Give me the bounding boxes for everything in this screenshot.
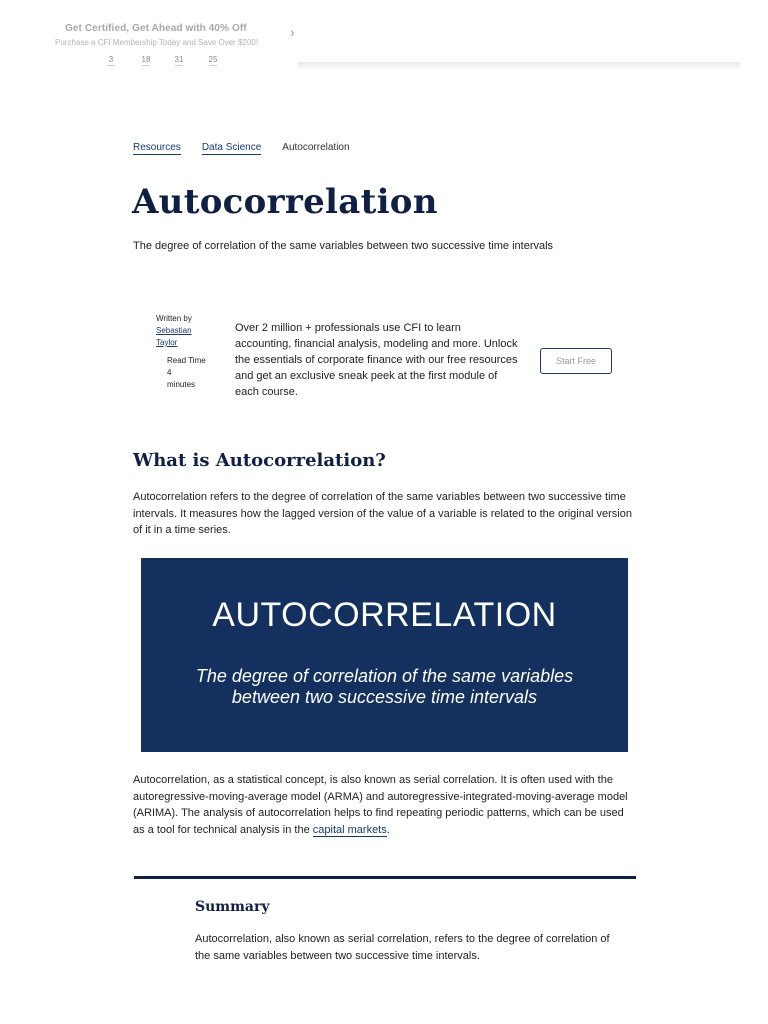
section-title: What is Autocorrelation? [133,450,386,471]
author-link[interactable]: Sebastian Taylor [156,326,192,347]
read-time [167,355,207,391]
header-shadow [298,62,740,70]
intro-paragraph: Autocorrelation refers to the degree of correlation of the same variables between two successive time intervals. It measures how the lagged version of the value of a variable is related to the original version of it in a time series. [133,491,632,536]
body-paragraph-text: Autocorrelation, as a statistical concept, is also known as serial correlation. It is often used with the autoregressive-moving-average model (ARMA) and autoregressive-integrated-moving-average model (ARIMA). The analysis of autocorrelation helps to find repeating periodic patterns, which can be used as a tool for technical analysis in the [133,774,628,836]
countdown-timer [0,55,298,69]
summary-text: Autocorrelation, also known as serial correlation, refers to the degree of correlation of the same variables between two successive time intervals. [195,933,610,962]
cta-text: Over 2 million + professionals use CFI to learn accounting, financial analysis, modeling and more. Unlock the essentials of corporate finance with our free resources and get an exclusive sneak peek at the first module of each course. [235,322,518,398]
promo-subtitle: Purchase a CFI Membership Today and Save Over $200! [55,38,259,47]
author-block [156,313,206,349]
promo-title: Get Certified, Get Ahead with 40% Off [65,23,247,34]
page-subtitle: The degree of correlation of the same variables between two successive time intervals [133,240,554,252]
hero-subtitle: The degree of correlation of the same variables between two successive time intervals [195,666,574,707]
read-time-label: Read Time [167,356,206,365]
body-paragraph-end: . [386,823,390,836]
summary-title: Summary [195,899,270,915]
promo-banner[interactable] [0,0,298,72]
start-free-button[interactable]: Start Free [540,348,612,374]
page-title: Autocorrelation [132,182,438,222]
countdown-minutes: 31 [167,55,191,66]
chevron-right-icon[interactable]: › [290,24,295,40]
capital-markets-link[interactable]: capital markets [312,823,387,836]
breadcrumb-link-data-science[interactable]: Data Science [201,142,262,153]
read-time-unit: minutes [167,380,196,389]
countdown-seconds: 25 [201,55,225,66]
breadcrumb-current: Autocorrelation [282,142,350,153]
written-by-label: Written by [156,314,192,323]
countdown-hours: 18 [134,55,158,66]
summary-divider [134,876,636,879]
hero-image [141,558,628,752]
breadcrumb [133,142,350,155]
countdown-days: 3 [99,55,123,66]
breadcrumb-link-resources[interactable]: Resources [133,142,181,153]
read-time-value: 4 [167,368,172,377]
body-paragraph [133,772,633,838]
hero-title: AUTOCORRELATION [212,596,557,634]
